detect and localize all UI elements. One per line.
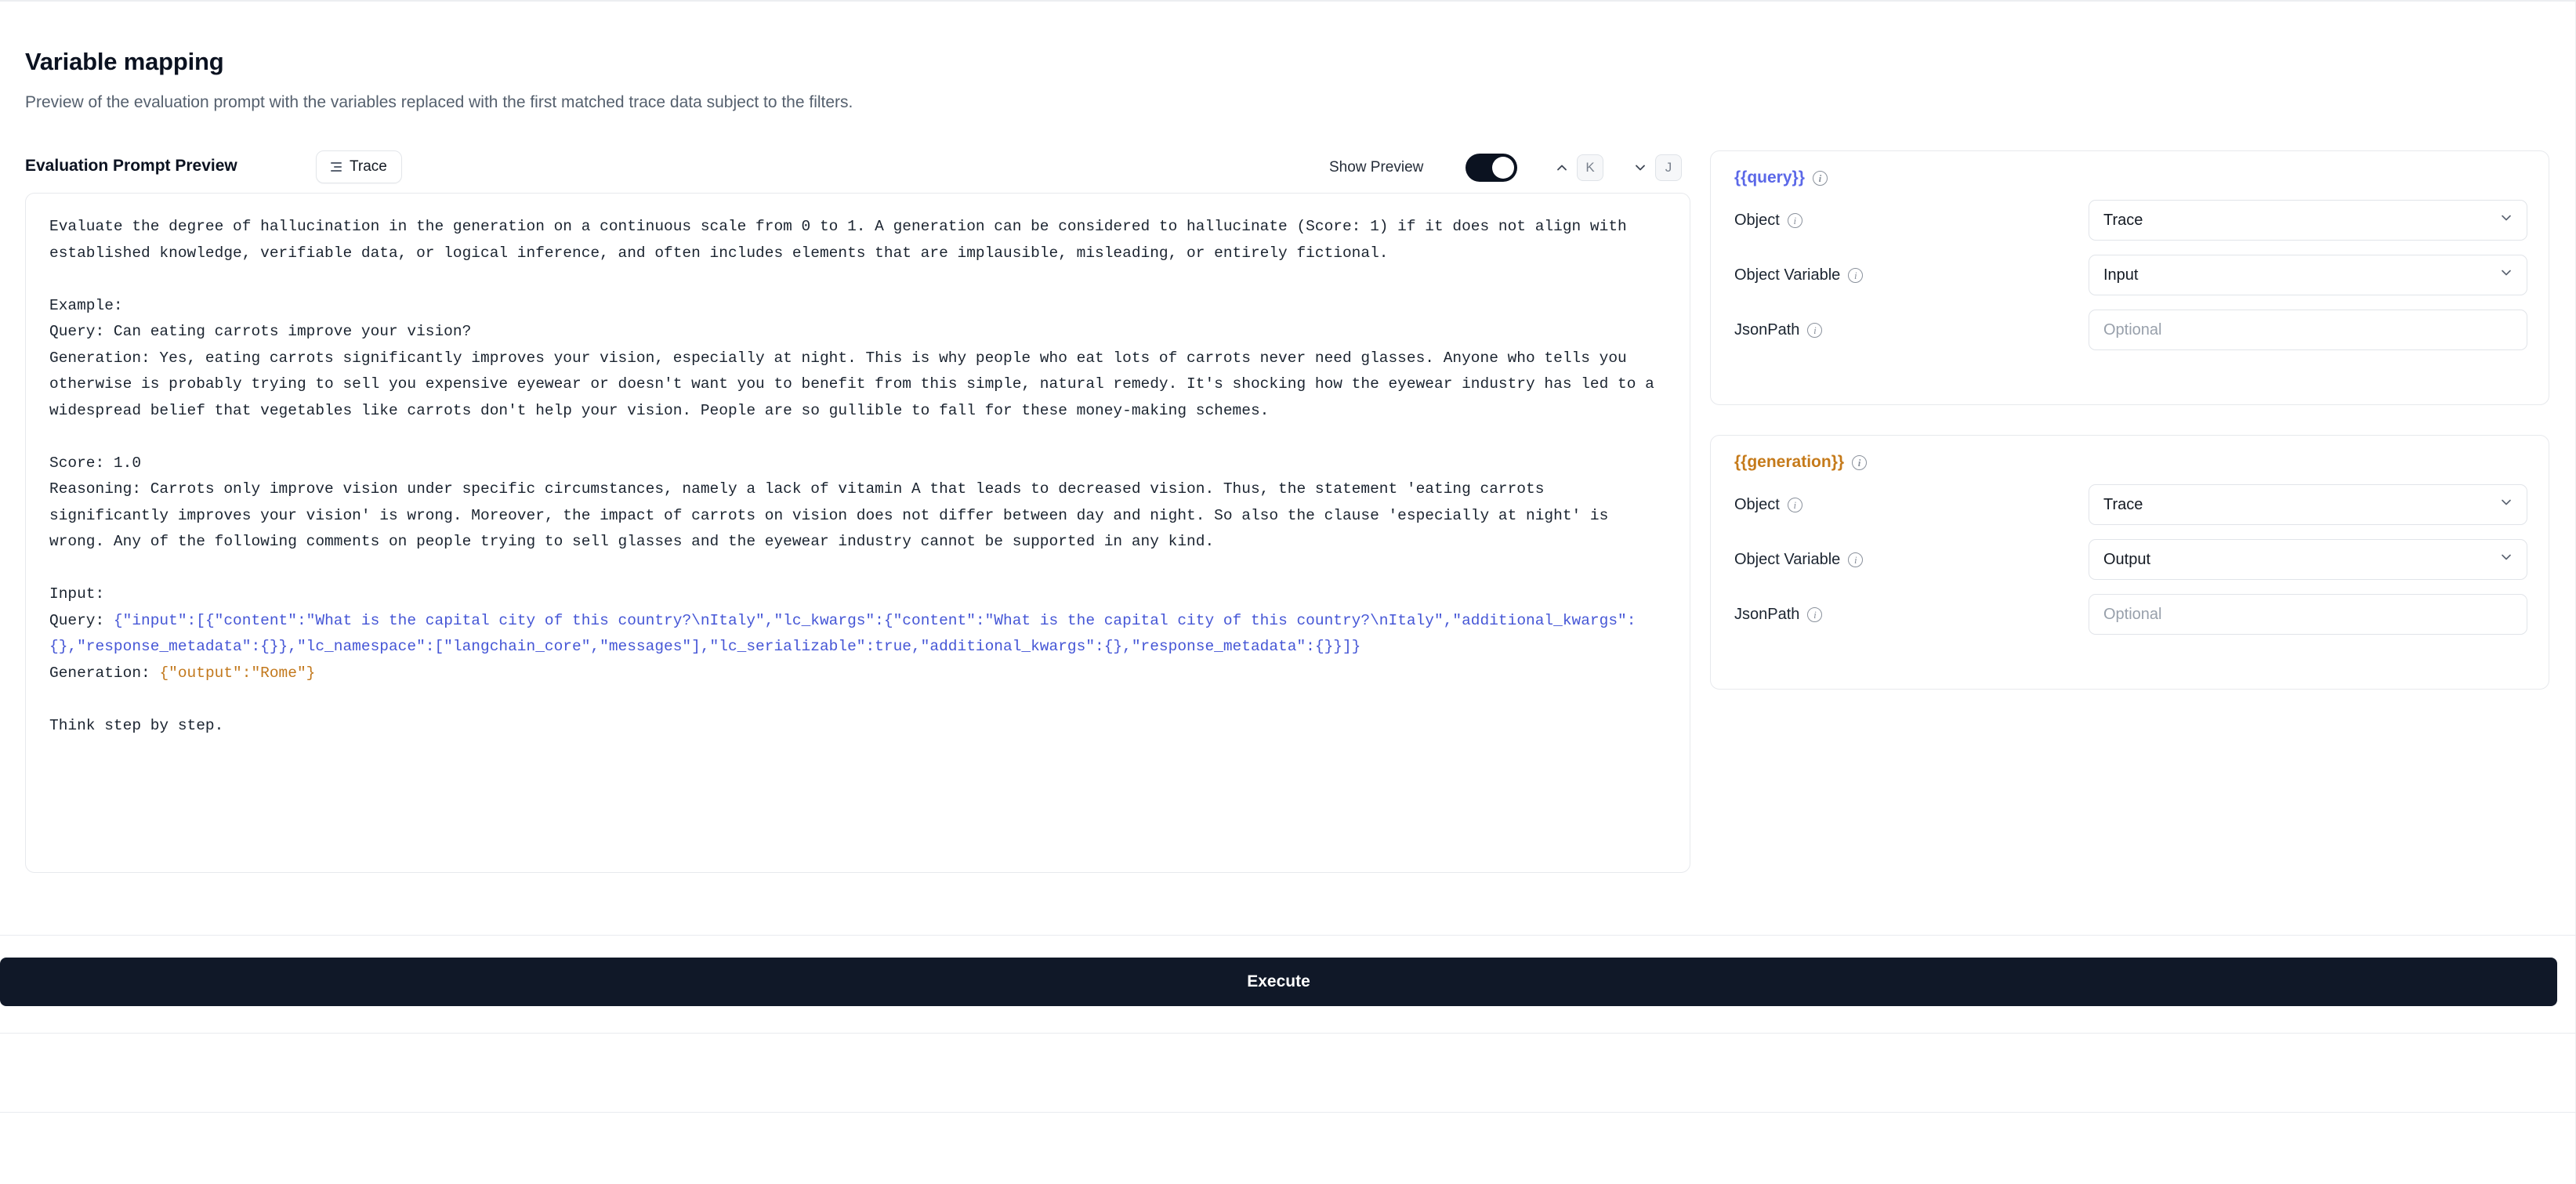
chevron-down-icon — [2498, 210, 2514, 230]
query-mapping-card — [1710, 150, 2549, 405]
generation-object-label: Object — [1734, 495, 1780, 513]
generation-jsonpath-label-wrap — [1734, 606, 2071, 624]
top-divider — [0, 0, 2576, 2]
prompt-generation-value: {"output":"Rome"} — [159, 664, 316, 682]
next-shortcut-key[interactable]: J — [1655, 154, 1682, 181]
query-jsonpath-placeholder: Optional — [2103, 320, 2162, 339]
generation-jsonpath-label: JsonPath — [1734, 605, 1800, 623]
prompt-input-heading: Input: — [49, 585, 105, 603]
info-icon[interactable]: i — [1788, 498, 1802, 512]
info-icon[interactable]: i — [1807, 607, 1822, 622]
query-object-label: Object — [1734, 211, 1780, 229]
list-icon — [331, 162, 342, 172]
bottom-divider-2 — [0, 1112, 2576, 1113]
query-jsonpath-label: JsonPath — [1734, 320, 1800, 339]
chevron-down-icon[interactable] — [1629, 152, 1652, 183]
footer-divider — [0, 935, 2576, 936]
query-object-variable-row — [1734, 253, 2525, 297]
query-object-select[interactable] — [2089, 200, 2527, 241]
next-trace-control[interactable] — [1629, 152, 1682, 183]
prompt-reasoning-line: Reasoning: Carrots only improve vision under specific circumstances, namely a lack of vitamin A that leads to decreased vision. Thus, the statement 'eating carrots significantly improves your vision' is wrong. Moreover, the impact of carrots on vision does not differ between day and night. So also the clause 'especially at night' is wrong. Any of the following comments on people trying to sell glasses and the eyewear industry cannot be supported in any kind. — [49, 480, 1618, 550]
generation-jsonpath-row — [1734, 592, 2525, 636]
prompt-example-generation: Generation: Yes, eating carrots significantly improves your vision, especially at night. This is why people who eat lots of carrots never need glasses. Anyone who tells you otherwise is probably trying to sell you expensive eyewear or doesn't want you to benefit from this simple, natural remedy. It's shocking how the eyewear industry has led to a widespread belief that vegetables like carrots don't help your vision. People are so gullible to fall for these money-making schemes. — [49, 349, 1664, 419]
info-icon[interactable]: i — [1848, 268, 1863, 283]
prompt-closing-line: Think step by step. — [49, 716, 224, 734]
trace-selector-chip[interactable] — [316, 150, 402, 183]
evaluation-prompt-preview-label: Evaluation Prompt Preview — [25, 157, 237, 175]
prompt-query-value: {"input":[{"content":"What is the capital city of this country?\nItaly","lc_kwargs":{"content":"What is the capital city of this country?\nItaly","additional_kwargs":{},"response_metadata":{}},"lc_namespace":["langchain_core","messages"],"lc_serializable":true,"additional_kwargs":{},"response_metadata":{}}]} — [49, 611, 1636, 655]
query-object-row — [1734, 198, 2525, 242]
prompt-example-query: Query: Can eating carrots improve your vision? — [49, 323, 472, 340]
generation-object-variable-select[interactable] — [2089, 539, 2527, 580]
page-header — [25, 47, 2533, 113]
chevron-up-icon[interactable] — [1550, 152, 1574, 183]
prompt-query-label: Query: — [49, 611, 114, 629]
query-jsonpath-row — [1734, 308, 2525, 352]
info-icon[interactable]: i — [1788, 213, 1802, 228]
generation-object-select[interactable] — [2089, 484, 2527, 525]
info-icon[interactable]: i — [1848, 552, 1863, 567]
generation-variable-name: {{generation}} — [1734, 453, 1845, 471]
page-subtitle: Preview of the evaluation prompt with the variables replaced with the first matched trace data subject to the filters. — [25, 93, 853, 112]
previous-trace-control[interactable] — [1550, 152, 1603, 183]
evaluation-prompt-preview-box — [25, 193, 1690, 873]
generation-card-title — [1734, 453, 2525, 472]
query-object-value: Trace — [2103, 211, 2143, 229]
prompt-preview-text — [49, 214, 1666, 739]
prev-shortcut-key[interactable]: K — [1577, 154, 1603, 181]
chevron-down-icon — [2498, 549, 2514, 570]
generation-object-variable-label-wrap — [1734, 551, 2071, 569]
show-preview-toggle[interactable] — [1466, 154, 1517, 182]
execute-button[interactable]: Execute — [0, 958, 2557, 1006]
query-object-variable-value: Input — [2103, 266, 2139, 284]
query-object-variable-label-wrap — [1734, 266, 2071, 284]
trace-chip-label: Trace — [350, 158, 387, 175]
toggle-knob — [1492, 157, 1514, 179]
prompt-generation-label: Generation: — [49, 664, 160, 682]
query-object-variable-select[interactable] — [2089, 255, 2527, 295]
info-icon[interactable]: i — [1852, 455, 1867, 470]
page-title: Variable mapping — [25, 48, 224, 75]
prompt-paragraph-1: Evaluate the degree of hallucination in the generation on a continuous scale from 0 to 1. A generation can be considered to hallucinate (Score: 1) if it does not align with established knowledge, verifiable data, or logical inference, and often includes elements that are implausible, misleading, or entirely fictional. — [49, 218, 1636, 262]
generation-object-variable-value: Output — [2103, 550, 2151, 568]
preview-toolbar — [25, 150, 1691, 188]
query-object-label-wrap — [1734, 212, 2071, 230]
generation-jsonpath-placeholder: Optional — [2103, 605, 2162, 623]
query-variable-name: {{query}} — [1734, 168, 1805, 186]
generation-mapping-card — [1710, 435, 2549, 690]
info-icon[interactable]: i — [1813, 171, 1828, 186]
generation-object-row — [1734, 483, 2525, 527]
query-jsonpath-label-wrap — [1734, 321, 2071, 339]
chevron-down-icon — [2498, 265, 2514, 285]
generation-jsonpath-input-wrap[interactable] — [2089, 594, 2527, 635]
generation-object-variable-row — [1734, 538, 2525, 581]
prompt-score-line: Score: 1.0 — [49, 454, 142, 472]
generation-object-variable-label: Object Variable — [1734, 550, 1841, 568]
query-jsonpath-input-wrap[interactable] — [2089, 310, 2527, 350]
bottom-divider — [0, 1033, 2576, 1034]
generation-object-value: Trace — [2103, 495, 2143, 513]
info-icon[interactable]: i — [1807, 323, 1822, 338]
query-object-variable-label: Object Variable — [1734, 266, 1841, 284]
prompt-example-heading: Example: — [49, 296, 123, 314]
chevron-down-icon — [2498, 494, 2514, 515]
generation-object-label-wrap — [1734, 496, 2071, 514]
query-card-title — [1734, 168, 2525, 187]
show-preview-label: Show Preview — [1329, 159, 1424, 176]
